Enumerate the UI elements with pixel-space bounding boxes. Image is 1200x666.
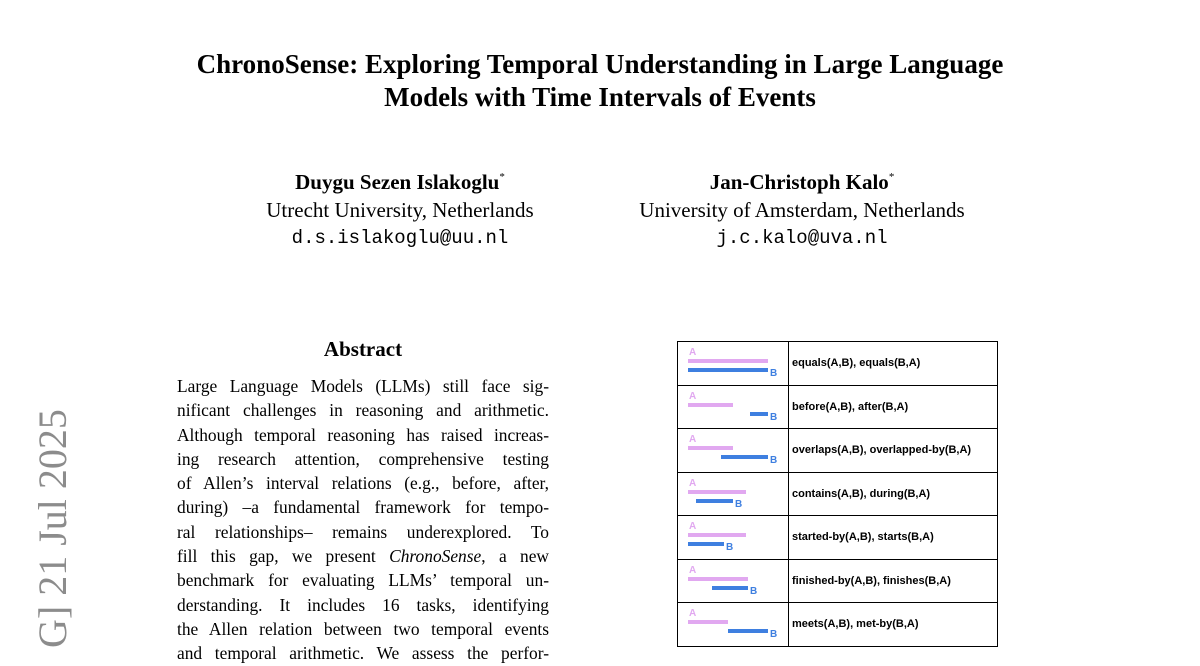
event-b-label: B (770, 629, 778, 641)
author-affiliation: University of Amsterdam, Netherlands (639, 198, 965, 222)
relation-label: finished-by(A,B), finishes(B,A) (789, 559, 998, 603)
relation-label: overlaps(A,B), overlapped-by(B,A) (789, 429, 998, 473)
event-b-label: B (750, 585, 758, 597)
event-b-interval (712, 586, 748, 590)
event-b-interval (728, 629, 768, 633)
abstract-line: of Allen’s interval relations (e.g., before, after, (177, 473, 549, 494)
event-b-interval (696, 499, 733, 503)
event-a-interval (688, 577, 748, 581)
event-b-label: B (735, 498, 743, 510)
relation-row (678, 342, 998, 386)
author-block-2 (602, 163, 1002, 252)
relation-label: meets(A,B), met-by(B,A) (789, 603, 998, 647)
relation-row (678, 559, 998, 603)
relation-label: started-by(A,B), starts(B,A) (789, 516, 998, 560)
interval-diagram (678, 342, 788, 384)
abstract-line: fill this gap, we present ChronoSense, a new (177, 546, 549, 567)
abstract-line: Large Language Models (LLMs) still face sig- (177, 376, 549, 396)
event-b-interval (750, 412, 768, 416)
event-a-interval (688, 446, 733, 450)
abstract-line: the Allen relation between two temporal events (177, 618, 549, 639)
author-name: Duygu Sezen Islakoglu* (295, 170, 505, 194)
abstract-line: during) –a fundamental framework for tempo- (177, 497, 549, 518)
interval-diagram (678, 560, 788, 602)
equal-contribution-mark: * (888, 171, 895, 183)
abstract-line: derstanding. It includes 16 tasks, identifying (177, 594, 549, 615)
author-name: Jan-Christoph Kalo* (709, 170, 895, 194)
abstract-line: benchmark for evaluating LLMs’ temporal un- (177, 570, 549, 591)
abstract-body (177, 374, 549, 666)
interval-diagram (678, 386, 788, 428)
relation-diagram (678, 385, 789, 429)
relation-diagram (678, 342, 789, 386)
arxiv-stamp: G] 21 Jul 2025 (30, 409, 75, 648)
event-a-interval (688, 403, 733, 407)
relation-row (678, 385, 998, 429)
abstract-line: nificant challenges in reasoning and arithmetic. (177, 400, 549, 421)
interval-diagram (678, 429, 788, 471)
event-b-label: B (770, 455, 778, 467)
event-a-interval (688, 620, 728, 624)
event-b-interval (688, 368, 768, 372)
relation-row (678, 429, 998, 473)
relation-label: equals(A,B), equals(B,A) (789, 342, 998, 386)
interval-diagram (678, 473, 788, 515)
relation-diagram (678, 429, 789, 473)
equal-contribution-mark: * (499, 171, 505, 183)
author-block-1 (235, 163, 565, 252)
benchmark-name: ChronoSense (389, 546, 482, 567)
event-b-interval (721, 455, 768, 459)
interval-diagram (678, 516, 788, 558)
relation-diagram (678, 603, 789, 647)
event-a-label: A (689, 521, 697, 533)
abstract-line: and temporal arithmetic. We assess the perfor- (177, 643, 549, 664)
event-a-label: A (689, 390, 697, 402)
allen-relations-figure (677, 341, 998, 647)
relation-diagram (678, 516, 789, 560)
abstract-heading: Abstract (323, 337, 403, 361)
abstract-line: Although temporal reasoning has raised increas- (177, 424, 549, 445)
event-a-label: A (689, 564, 697, 576)
event-a-interval (688, 490, 746, 494)
abstract-line: ral relationships– remains underexplored. To (177, 521, 549, 542)
paper-title (100, 48, 1100, 114)
event-a-label: A (689, 477, 697, 489)
event-b-label: B (770, 368, 778, 380)
author-email[interactable]: d.s.islakoglu@uu.nl (291, 227, 509, 249)
event-a-label: A (689, 608, 697, 620)
event-a-label: A (689, 434, 697, 446)
title-line-1: ChronoSense: Exploring Temporal Understanding in Large Language (196, 49, 1004, 79)
event-b-label: B (726, 542, 734, 554)
event-a-interval (688, 533, 746, 537)
interval-diagram (678, 603, 788, 645)
relation-label: before(A,B), after(B,A) (789, 385, 998, 429)
event-b-label: B (770, 411, 778, 423)
author-email[interactable]: j.c.kalo@uva.nl (716, 227, 888, 249)
title-line-2: Models with Time Intervals of Events (384, 82, 816, 112)
event-b-interval (688, 542, 724, 546)
relation-row (678, 516, 998, 560)
relation-row (678, 603, 998, 647)
relation-label: contains(A,B), during(B,A) (789, 472, 998, 516)
relation-row (678, 472, 998, 516)
abstract-line: ing research attention, comprehensive testing (177, 448, 549, 469)
author-affiliation: Utrecht University, Netherlands (266, 198, 534, 222)
event-a-label: A (689, 347, 697, 359)
event-a-interval (688, 359, 768, 363)
relation-diagram (678, 472, 789, 516)
relation-diagram (678, 559, 789, 603)
